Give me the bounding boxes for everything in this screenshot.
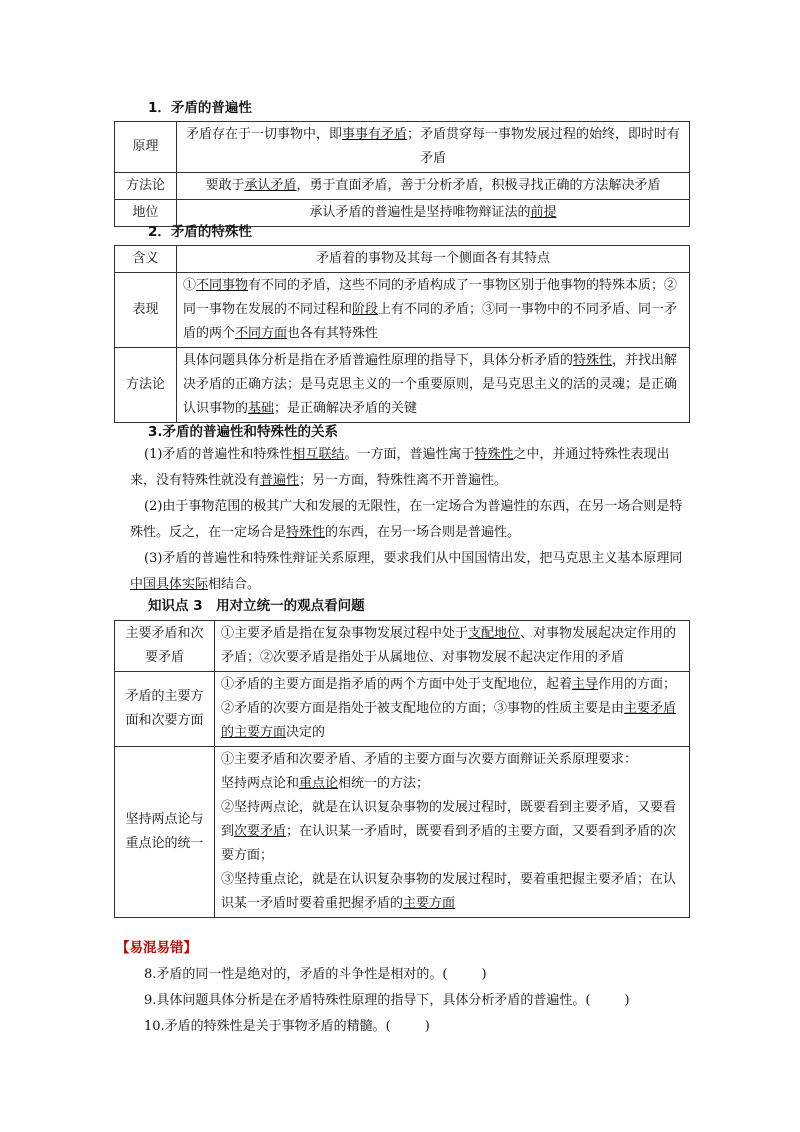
- universality-table: [114, 121, 690, 227]
- row-content: 矛盾着的事物及其每一个侧面各有其特点: [177, 246, 690, 273]
- unity-of-opposites-table: [114, 620, 690, 918]
- paragraph-2: (2)由于事物范围的极其广大和发展的无限性，在一定场合为普遍性的东西，在另一场合则是特殊性。反之，在一定场合是特殊性的东西，在另一场合则是普遍性。: [130, 499, 683, 540]
- row-label: 方法论: [115, 348, 177, 423]
- row-content: 具体问题具体分析是指在矛盾普遍性原理的指导下，具体分析矛盾的特殊性，并找出解决矛盾的正确方法；是马克思主义的一个重要原则，是马克思主义的活的灵魂；是正确认识事物的基础；是正确解决矛盾的关键: [177, 348, 690, 423]
- table-row: [115, 246, 690, 273]
- row-label: 坚持两点论与重点论的统一: [115, 747, 215, 918]
- row-content: 要敢于承认矛盾，勇于直面矛盾，善于分析矛盾，积极寻找正确的方法解决矛盾: [177, 173, 690, 200]
- question-10: 10.矛盾的特殊性是关于事物矛盾的精髓。( ): [144, 1019, 430, 1034]
- row-label: 地位: [115, 200, 177, 227]
- question-8: 8.矛盾的同一性是绝对的，矛盾的斗争性是相对的。( ): [144, 967, 487, 982]
- row-label: 表现: [115, 273, 177, 348]
- row-content: ①矛盾的主要方面是指矛盾的两个方面中处于支配地位，起着主导作用的方面；②矛盾的次要方面是指处于被支配地位的方面；③事物的性质主要是由主要矛盾的主要方面决定的: [215, 672, 690, 747]
- row-content: 矛盾存在于一切事物中，即事事有矛盾；矛盾贯穿每一事物发展过程的始终，即时时有矛盾: [177, 122, 690, 173]
- question-9: 9.具体问题具体分析是在矛盾特殊性原理的指导下，具体分析矛盾的普遍性。( ): [144, 993, 630, 1008]
- row-label: 方法论: [115, 173, 177, 200]
- table-row: [115, 621, 690, 672]
- section-2-heading: 2．矛盾的特殊性: [148, 224, 252, 240]
- knowledge-point-3-heading: 知识点 3 用对立统一的观点看问题: [148, 598, 365, 614]
- easily-confused-heading: 【易混易错】: [116, 940, 197, 956]
- table-row: [115, 122, 690, 173]
- row-content: ①主要矛盾和次要矛盾、矛盾的主要方面与次要方面辩证关系原理要求： 坚持两点论和重点论相统一的方法； ②坚持两点论，就是在认识复杂事物的发展过程时，既要看到主要矛盾，又要看到次要矛盾；在认识某一矛盾时，既要看到矛盾的主要方面，又要看到矛盾的次要方面； ③坚持重点论，就是在认识复杂事物的发展过程时，要着重把握主要矛盾；在认识某一矛盾时要着重把握矛盾的主要方面: [215, 747, 690, 918]
- row-content: ①不同事物有不同的矛盾，这些不同的矛盾构成了一事物区别于他事物的特殊本质；②同一事物在发展的不同过程和阶段上有不同的矛盾；③同一事物中的不同矛盾、同一矛盾的两个不同方面也各有其特殊性: [177, 273, 690, 348]
- row-content: 承认矛盾的普遍性是坚持唯物辩证法的前提: [177, 200, 690, 227]
- row-label: 原理: [115, 122, 177, 173]
- section-1-heading: 1．矛盾的普遍性: [148, 100, 252, 116]
- row-content: ①主要矛盾是指在复杂事物发展过程中处于支配地位、对事物发展起决定作用的矛盾；②次要矛盾是指处于从属地位、对事物发展不起决定作用的矛盾: [215, 621, 690, 672]
- section-3-heading: 3.矛盾的普遍性和特殊性的关系: [148, 424, 339, 440]
- table-row: [115, 672, 690, 747]
- row-label: 含义: [115, 246, 177, 273]
- paragraph-3: (3)矛盾的普遍性和特殊性辩证关系原理，要求我们从中国国情出发，把马克思主义基本原理同中国具体实际相结合。: [130, 551, 683, 592]
- table-row: [115, 273, 690, 348]
- row-label: 主要矛盾和次要矛盾: [115, 621, 215, 672]
- table-row: [115, 348, 690, 423]
- table-row: [115, 173, 690, 200]
- particularity-table: [114, 245, 690, 423]
- paragraph-1: (1)矛盾的普遍性和特殊性相互联结。一方面，普遍性寓于特殊性之中，并通过特殊性表现出来，没有特殊性就没有普遍性；另一方面，特殊性离不开普遍性。: [130, 447, 670, 488]
- row-label: 矛盾的主要方面和次要方面: [115, 672, 215, 747]
- table-row: [115, 747, 690, 918]
